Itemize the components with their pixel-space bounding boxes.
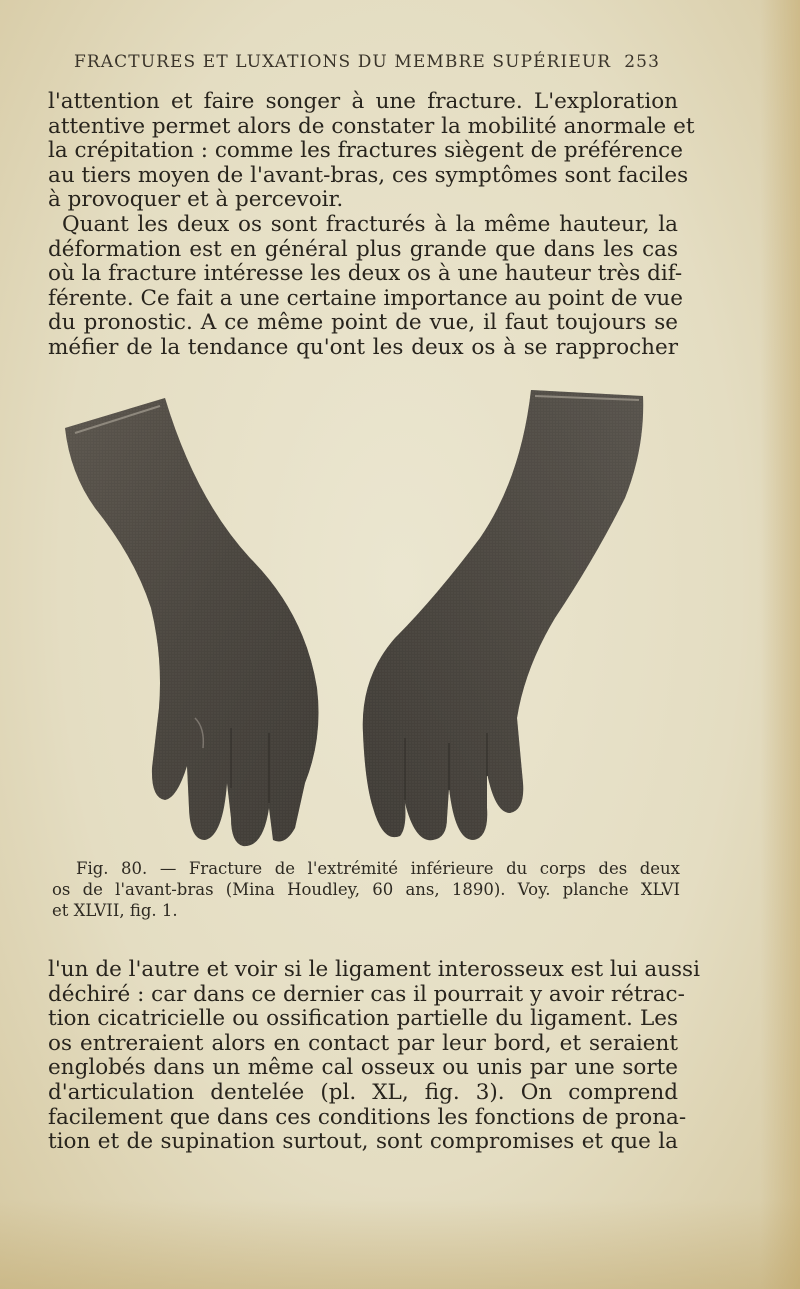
caption-line: Fig. 80. — Fracture de l'extrémité inférieure du corps des deux — [76, 859, 680, 878]
text-line: l'attention et faire songer à une fracture. L'exploration — [48, 89, 678, 114]
text-line: déformation est en général plus grande que dans les cas — [48, 236, 678, 262]
text-line: au tiers moyen de l'avant-bras, ces symptômes sont faciles — [48, 162, 689, 188]
figure-caption — [52, 858, 680, 921]
text-line: tion cicatricielle ou ossification partielle du ligament. Les — [48, 1006, 678, 1032]
caption-line: et XLVII, fig. 1. — [52, 901, 178, 920]
figure-illustration — [55, 388, 655, 850]
text-line: déchiré : car dans ce dernier cas il pourrait y avoir rétrac- — [48, 981, 685, 1007]
page-bottom-shading — [0, 1199, 800, 1289]
text-line: englobés dans un même cal osseux ou unis par une sorte — [48, 1055, 678, 1081]
text-line: l'un de l'autre et voir si le ligament interosseux est lui aussi — [48, 957, 700, 982]
forearms-hands-image — [55, 388, 655, 850]
text-line: à provoquer et à percevoir. — [48, 187, 344, 213]
left-arm — [65, 398, 319, 846]
text-line: du pronostic. A ce même point de vue, il faut toujours se — [48, 310, 678, 336]
caption-line: os de l'avant-bras (Mina Houdley, 60 ans, 1890). Voy. planche XLVI — [52, 880, 680, 899]
text-line: d'articulation dentelée (pl. XL, fig. 3). On comprend — [48, 1079, 678, 1105]
text-line: Quant les deux os sont fracturés à la même hauteur, la — [62, 211, 678, 237]
text-line: facilement que dans ces conditions les fonctions de prona- — [48, 1104, 687, 1130]
text-line: attentive permet alors de constater la mobilité anormale et — [48, 113, 695, 139]
right-arm — [363, 390, 643, 840]
running-head — [74, 48, 660, 78]
running-head-title: FRACTURES ET LUXATIONS DU MEMBRE SUPÉRIEUR — [74, 52, 612, 72]
body-text-top — [48, 89, 695, 361]
body-text-bottom — [48, 957, 700, 1155]
text-line: la crépitation : comme les fractures siègent de préférence — [48, 138, 683, 164]
text-line: os entreraient alors en contact par leur bord, et seraient — [48, 1030, 678, 1056]
text-line: tion et de supination surtout, sont compromises et que la — [48, 1129, 678, 1155]
page-number: 253 — [624, 52, 660, 72]
text-line: méfier de la tendance qu'ont les deux os à se rapprocher — [48, 334, 678, 360]
text-line: où la fracture intéresse les deux os à une hauteur très dif- — [48, 261, 683, 287]
page-edge-shading — [760, 0, 800, 1289]
text-line: férente. Ce fait a une certaine importance au point de vue — [48, 285, 683, 311]
